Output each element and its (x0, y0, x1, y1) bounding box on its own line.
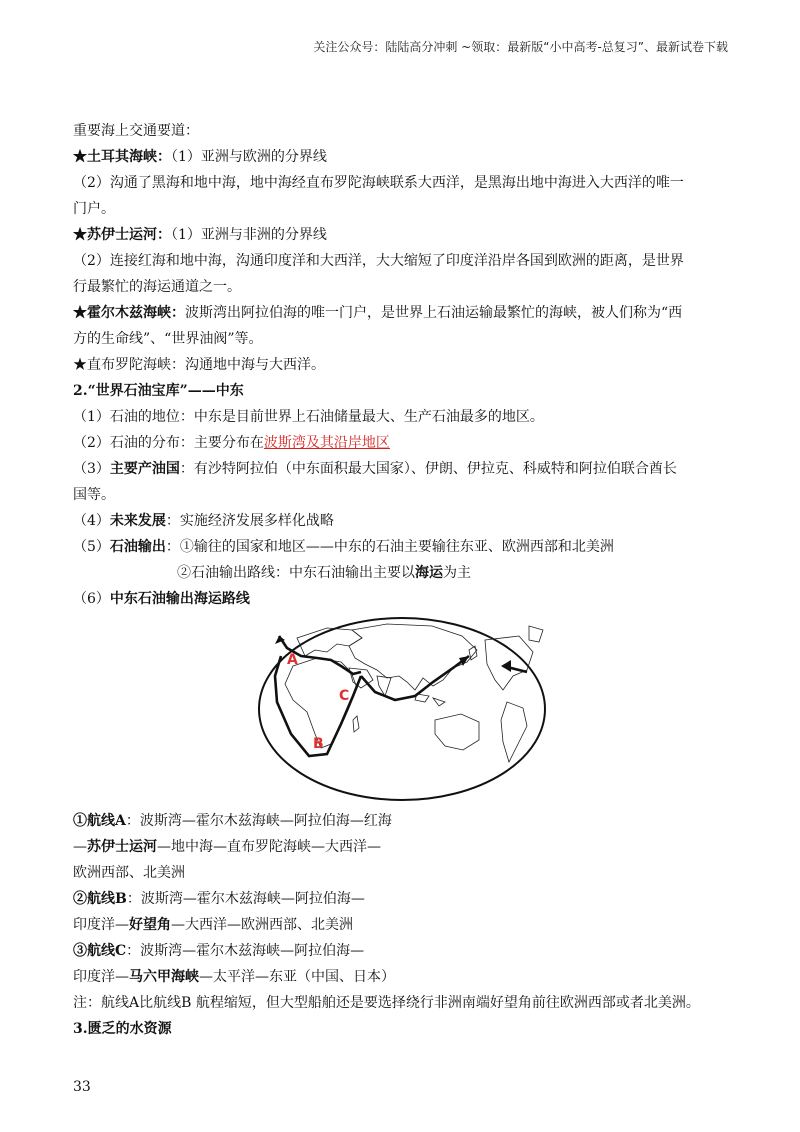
route-b-line-2 (73, 912, 737, 938)
map-border (259, 618, 545, 800)
oil-export-route-bold: 海运 (415, 565, 443, 581)
route-a-line-1 (73, 808, 737, 834)
persian-gulf-highlight: 波斯湾及其沿岸地区 (263, 435, 390, 451)
oil-distribution-prefix: （2）石油的分布：主要分布在 (73, 435, 264, 451)
gibraltar-strait-line: ★直布罗陀海峡：沟通地中海与大西洋。 (73, 357, 325, 373)
oil-producers-text-a: ：有沙特阿拉伯（中东面积最大国家）、伊朗、伊拉克、科威特和阿拉伯联合酋长 (179, 461, 677, 477)
shipping-routes-map (257, 616, 547, 802)
oil-export-text-1: ：①输往的国家和地区——中东的石油主要输往东亚、欧洲西部和北美洲 (165, 539, 614, 555)
map-label-c: C (339, 688, 350, 704)
suez-canal-point-2b: 行最繁忙的海运通道之一。 (73, 279, 241, 295)
route-c-line-1 (73, 938, 737, 964)
document-body (73, 118, 737, 1042)
oil-export-label: 石油输出 (109, 539, 166, 555)
oil-export-route-text-a: ②石油输出路线：中东石油输出主要以 (177, 565, 415, 581)
suez-canal-point-1: （1）亚洲与非洲的分界线 (171, 227, 327, 243)
route-b-label: ②航线B (73, 891, 127, 907)
turkish-strait-point-2b: 门户。 (73, 201, 115, 217)
route-a-dash: — (73, 839, 87, 855)
future-development-prefix: （4） (73, 513, 110, 529)
hormuz-strait-line (73, 300, 737, 326)
route-b-text-1: ：波斯湾—霍尔木兹海峡—阿拉伯海— (126, 891, 365, 907)
route-c-text-2a: 印度洋— (73, 969, 129, 985)
intro-line: 重要海上交通要道： (73, 123, 199, 139)
hormuz-strait-text-a: 波斯湾出阿拉伯海的唯一门户，是世界上石油运输最繁忙的海峡，被人们称为“西 (185, 305, 683, 321)
oil-export-prefix: （5） (73, 539, 110, 555)
oil-producers-text-b: 国等。 (73, 487, 115, 503)
route-a-line-3: 欧洲西部、北美洲 (73, 865, 185, 881)
map-label-b: B (313, 736, 324, 752)
turkish-strait-line (73, 144, 737, 170)
shipping-routes-prefix: （6） (73, 591, 110, 607)
page-header: 关注公众号：陆陆高分冲刺 ~领取：最新版“小中高考-总复习”、最新试卷下载 (313, 40, 728, 54)
section-3-heading: 3.匮乏的水资源 (73, 1021, 172, 1037)
section-2-heading: 2.“世界石油宝库”——中东 (73, 383, 244, 399)
suez-canal-line (73, 222, 737, 248)
route-note: 注：航线A比航线B 航程缩短，但大型船舶还是要选择绕行非洲南端好望角前往欧洲西部或者北美洲。 (73, 995, 700, 1011)
route-a-suez: 苏伊士运河 (87, 839, 157, 855)
route-b-line-1 (73, 886, 737, 912)
route-b-text-2b: —大西洋—欧洲西部、北美洲 (171, 917, 353, 933)
oil-producers-item (73, 456, 737, 482)
route-a-text-1: ：波斯湾—霍尔木兹海峡—阿拉伯海—红海 (125, 813, 392, 829)
route-a-text-2: —地中海—直布罗陀海峡—大西洋— (157, 839, 381, 855)
shipping-routes-item (73, 586, 737, 612)
route-c-malacca: 马六甲海峡 (129, 969, 199, 985)
suez-canal-point-2a: （2）连接红海和地中海，沟通印度洋和大西洋，大大缩短了印度洋沿岸各国到欧洲的距离，是世界 (73, 253, 684, 269)
oil-export-route-line (73, 560, 737, 586)
future-development-item (73, 508, 737, 534)
oil-producers-label: 主要产油国 (109, 461, 180, 477)
future-development-text: ：实施经济发展多样化战略 (165, 513, 334, 529)
route-c-text-1: ：波斯湾—霍尔木兹海峡—阿拉伯海— (126, 943, 365, 959)
future-development-label: 未来发展 (109, 513, 166, 529)
turkish-strait-point-1: （1）亚洲与欧洲的分界线 (171, 149, 327, 165)
route-c-label: ③航线C (73, 943, 127, 959)
page-number: 33 (73, 1079, 91, 1095)
oil-status-item: （1）石油的地位：中东是目前世界上石油储量最大、生产石油最多的地区。 (73, 409, 544, 425)
hormuz-strait-title: ★霍尔木兹海峡： (73, 305, 185, 321)
route-b-cape: 好望角 (129, 917, 171, 933)
route-a-line-2 (73, 834, 737, 860)
hormuz-strait-text-b: 方的生命线”、“世界油阀”等。 (73, 331, 263, 347)
route-b-text-2a: 印度洋— (73, 917, 129, 933)
map-label-a: A (287, 652, 298, 668)
suez-canal-title: ★苏伊士运河： (73, 227, 171, 243)
turkish-strait-point-2a: （2）沟通了黑海和地中海，地中海经直布罗陀海峡联系大西洋，是黑海出地中海进入大西洋的唯一 (73, 175, 684, 191)
world-map-figure (257, 616, 547, 802)
oil-export-item (73, 534, 737, 560)
oil-producers-prefix: （3） (73, 461, 110, 477)
route-c-line-2 (73, 964, 737, 990)
greenland-outline (529, 626, 543, 642)
shipping-routes-label: 中东石油输出海运路线 (109, 591, 250, 607)
turkish-strait-title: ★土耳其海峡： (73, 149, 171, 165)
route-a-label: ①航线A (73, 813, 126, 829)
oil-export-route-text-b: 为主 (443, 565, 471, 581)
route-c-text-2b: —太平洋—东亚（中国、日本） (199, 969, 395, 985)
oil-distribution-item (73, 430, 737, 456)
